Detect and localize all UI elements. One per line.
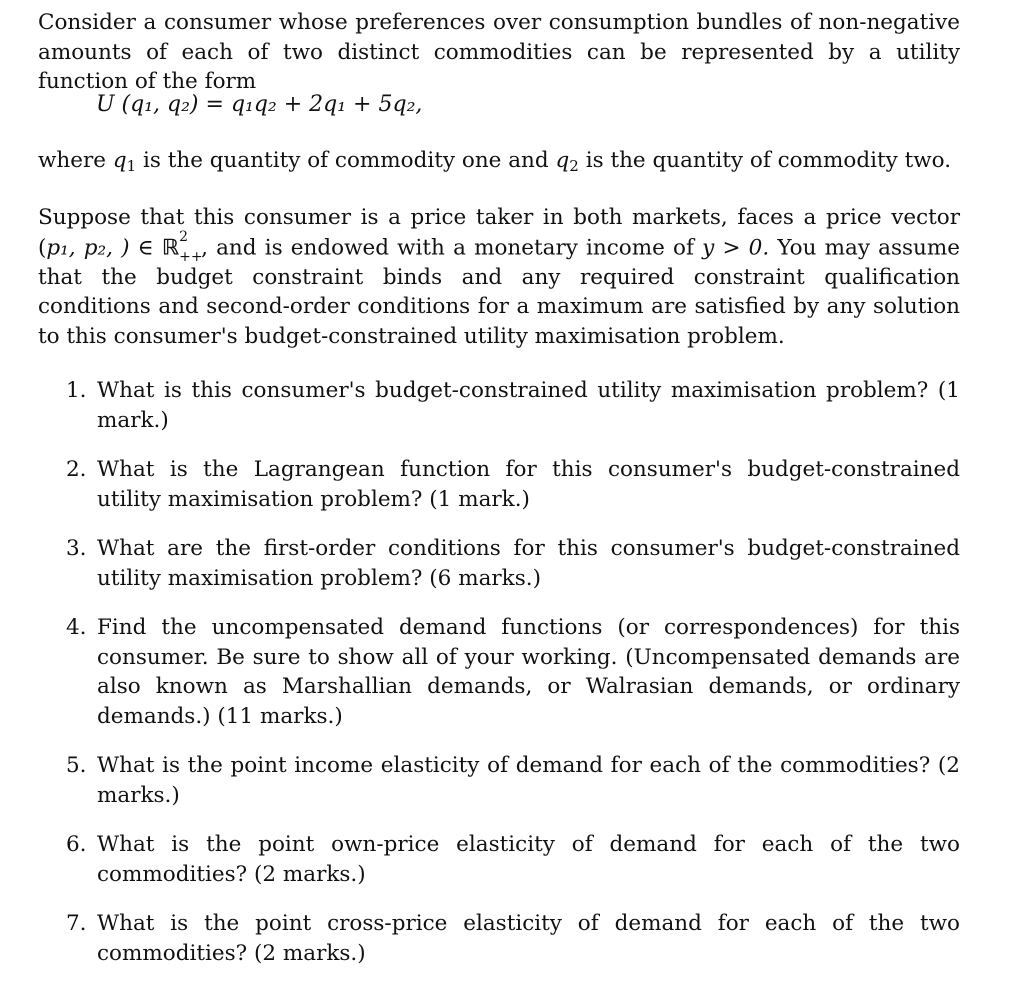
question-number: 3. [66, 536, 87, 561]
price-vector: p₁, p₂, ) ∈ [46, 235, 154, 260]
question-text: What is the point income elasticity of demand for each of the commodities? (2 marks.) [97, 753, 960, 808]
question-text: What is this consumer's budget-constrained utility maximisation problem? (1 mark.) [97, 378, 960, 433]
question-item [0, 376, 960, 435]
definition-text: is the quantity of commodity one and [136, 148, 556, 173]
question-number: 4. [66, 615, 87, 640]
question-item [0, 830, 960, 889]
question-item [0, 455, 960, 514]
question-list [0, 376, 960, 988]
reals-scripts [179, 228, 203, 265]
question-text: What are the first-order conditions for this consumer's budget-constrained utility maximisation problem? (6 marks.) [97, 536, 960, 591]
reals-symbol: ℝ [161, 235, 180, 260]
reals-subscript: ++ [179, 248, 203, 265]
reals-superscript: 2 [179, 228, 189, 245]
question-text: What is the point cross-price elasticity of demand for each of the two commodities? (2 marks.) [97, 911, 960, 966]
question-number: 7. [66, 911, 87, 936]
assumptions-paragraph [38, 203, 960, 351]
question-number: 2. [66, 457, 87, 482]
var-q1: q [112, 148, 127, 173]
assumptions-text: , and is endowed with a monetary income of [201, 235, 703, 260]
question-text: What is the Lagrangean function for this consumer's budget-constrained utility maximisation problem? (1 mark.) [97, 457, 960, 512]
utility-function-rhs: = q₁q₂ + 2q₁ + 5q₂, [205, 92, 423, 117]
question-text: What is the point own-price elasticity of demand for each of the two commodities? (2 marks.) [97, 832, 960, 887]
question-item [0, 613, 960, 731]
var-q2-subscript: 2 [569, 156, 579, 175]
question-item [0, 751, 960, 810]
assumptions-text: You may assume that the budget constraint binds and any required constraint qualification conditions and second-order conditions for a maximum are satisfied by any solution to this consumer's budget-constrained utility maximisation problem. [38, 235, 960, 349]
income-condition: y > 0. [702, 235, 770, 260]
variable-definition [38, 146, 960, 176]
question-text: Find the uncompensated demand functions (or correspondences) for this consumer. Be sure to show all of your working. (Uncompensated demands are also known as Marshallian demands, or Walrasian demands, or ordinary demands.) (11 marks.) [97, 615, 960, 729]
var-q1-subscript: 1 [126, 156, 137, 175]
question-number: 5. [66, 753, 87, 778]
definition-text: is the quantity of commodity two. [578, 148, 952, 173]
question-item [0, 909, 960, 968]
definition-text: where [38, 148, 113, 173]
utility-function-symbol: U [96, 92, 115, 117]
var-q2: q [555, 148, 570, 173]
assumptions-text: Suppose that this consumer is a price taker in both markets, faces a price vector ( [38, 205, 960, 260]
utility-equation [96, 90, 422, 120]
intro-paragraph: Consider a consumer whose preferences over consumption bundles of non-negative amounts of each of two distinct commodities can be represented by a utility function of the form [38, 10, 960, 94]
utility-function-args: (q₁, q₂) [121, 92, 199, 117]
question-item [0, 534, 960, 593]
question-number: 6. [66, 832, 87, 857]
question-number: 1. [66, 378, 87, 403]
